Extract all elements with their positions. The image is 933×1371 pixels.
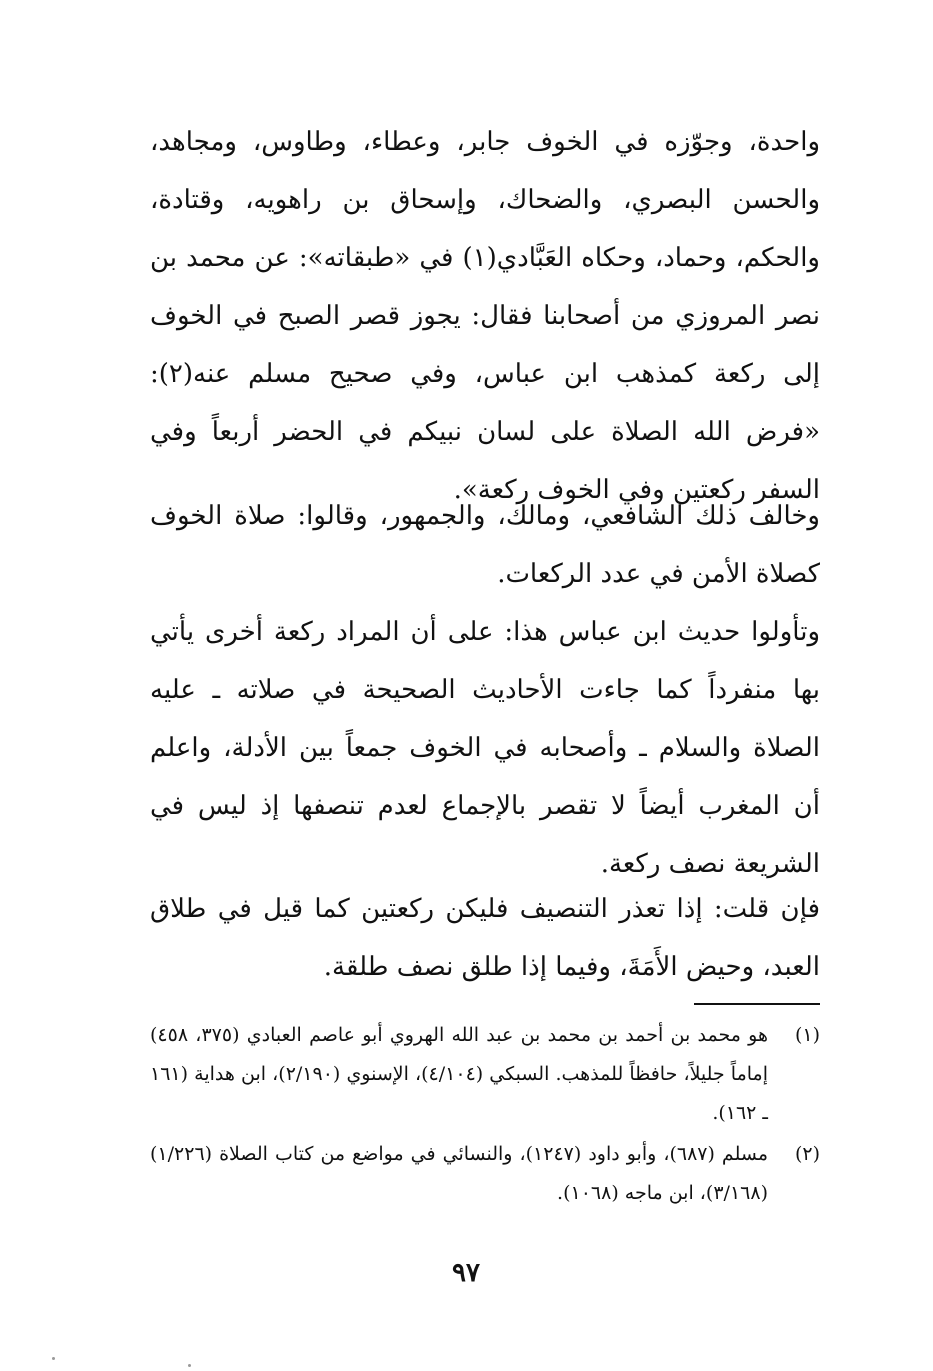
paragraph-text: واحدة، وجوّزه في الخوف جابر، وعطاء، وطاوس، ومجاهد، والحسن البصري، والضحاك، وإسحاق بن راهويه، وقتادة، والحكم، وحماد، وحكاه العَبَّادي(١) في «طبقاته»: عن محمد بن نصر المروزي من أصحابنا فقال: يجوز قصر الصبح في الخوف إلى ركعة كمذهب ابن عباس، وفي صحيح مسلم عنه(٢): «فرض الله الصلاة على لسان نبيكم في الحضر أربعاً وفي السفر ركعتين وفي الخوف ركعة».	[150, 127, 820, 505]
paragraph-text: وخالف ذلك الشافعي، ومالك، والجمهور، وقالوا: صلاة الخوف كصلاة الأمن في عدد الركعات.	[150, 501, 820, 589]
body-paragraph	[150, 487, 820, 603]
scan-speck	[188, 1364, 191, 1367]
footnote-separator	[694, 1003, 820, 1005]
footnotes	[150, 1016, 820, 1215]
footnote-number: (١)	[794, 1024, 820, 1046]
footnote-number: (٢)	[794, 1143, 820, 1165]
scan-speck	[52, 1357, 55, 1360]
body-paragraph	[150, 880, 820, 996]
paragraph-text: فإن قلت: إذا تعذر التنصيف فليكن ركعتين كما قيل في طلاق العبد، وحيض الأَمَةَ، وفيما إذا طلق نصف طلقة.	[150, 894, 820, 982]
footnote-item	[150, 1135, 820, 1213]
footnote-text: هو محمد بن أحمد بن محمد بن عبد الله الهروي أبو عاصم العبادي (٣٧٥، ٤٥٨) إماماً جليلاً، حافظاً للمذهب. السبكي (٤/١٠٤)، الإسنوي (٢/١٩٠)، ابن هداية (١٦١ ـ ١٦٢).	[150, 1024, 768, 1124]
paragraph-text: وتأولوا حديث ابن عباس هذا: على أن المراد ركعة أخرى يأتي بها منفرداً كما جاءت الأحاديث الصحيحة في صلاته ـ عليه الصلاة والسلام ـ وأصحابه في الخوف جمعاً بين الأدلة، واعلم أن المغرب أيضاً لا تقصر بالإجماع لعدم تنصفها إذ ليس في الشريعة نصف ركعة.	[150, 617, 820, 879]
page-number: ٩٧	[452, 1258, 480, 1288]
body-paragraph	[150, 603, 820, 893]
footnote-text: مسلم (٦٨٧)، وأبو داود (١٢٤٧)، والنسائي في مواضع من كتاب الصلاة (١/٢٢٦) (٣/١٦٨)، ابن ماجه (١٠٦٨).	[150, 1143, 768, 1204]
body-paragraph	[150, 113, 820, 519]
footnote-item	[150, 1016, 820, 1133]
